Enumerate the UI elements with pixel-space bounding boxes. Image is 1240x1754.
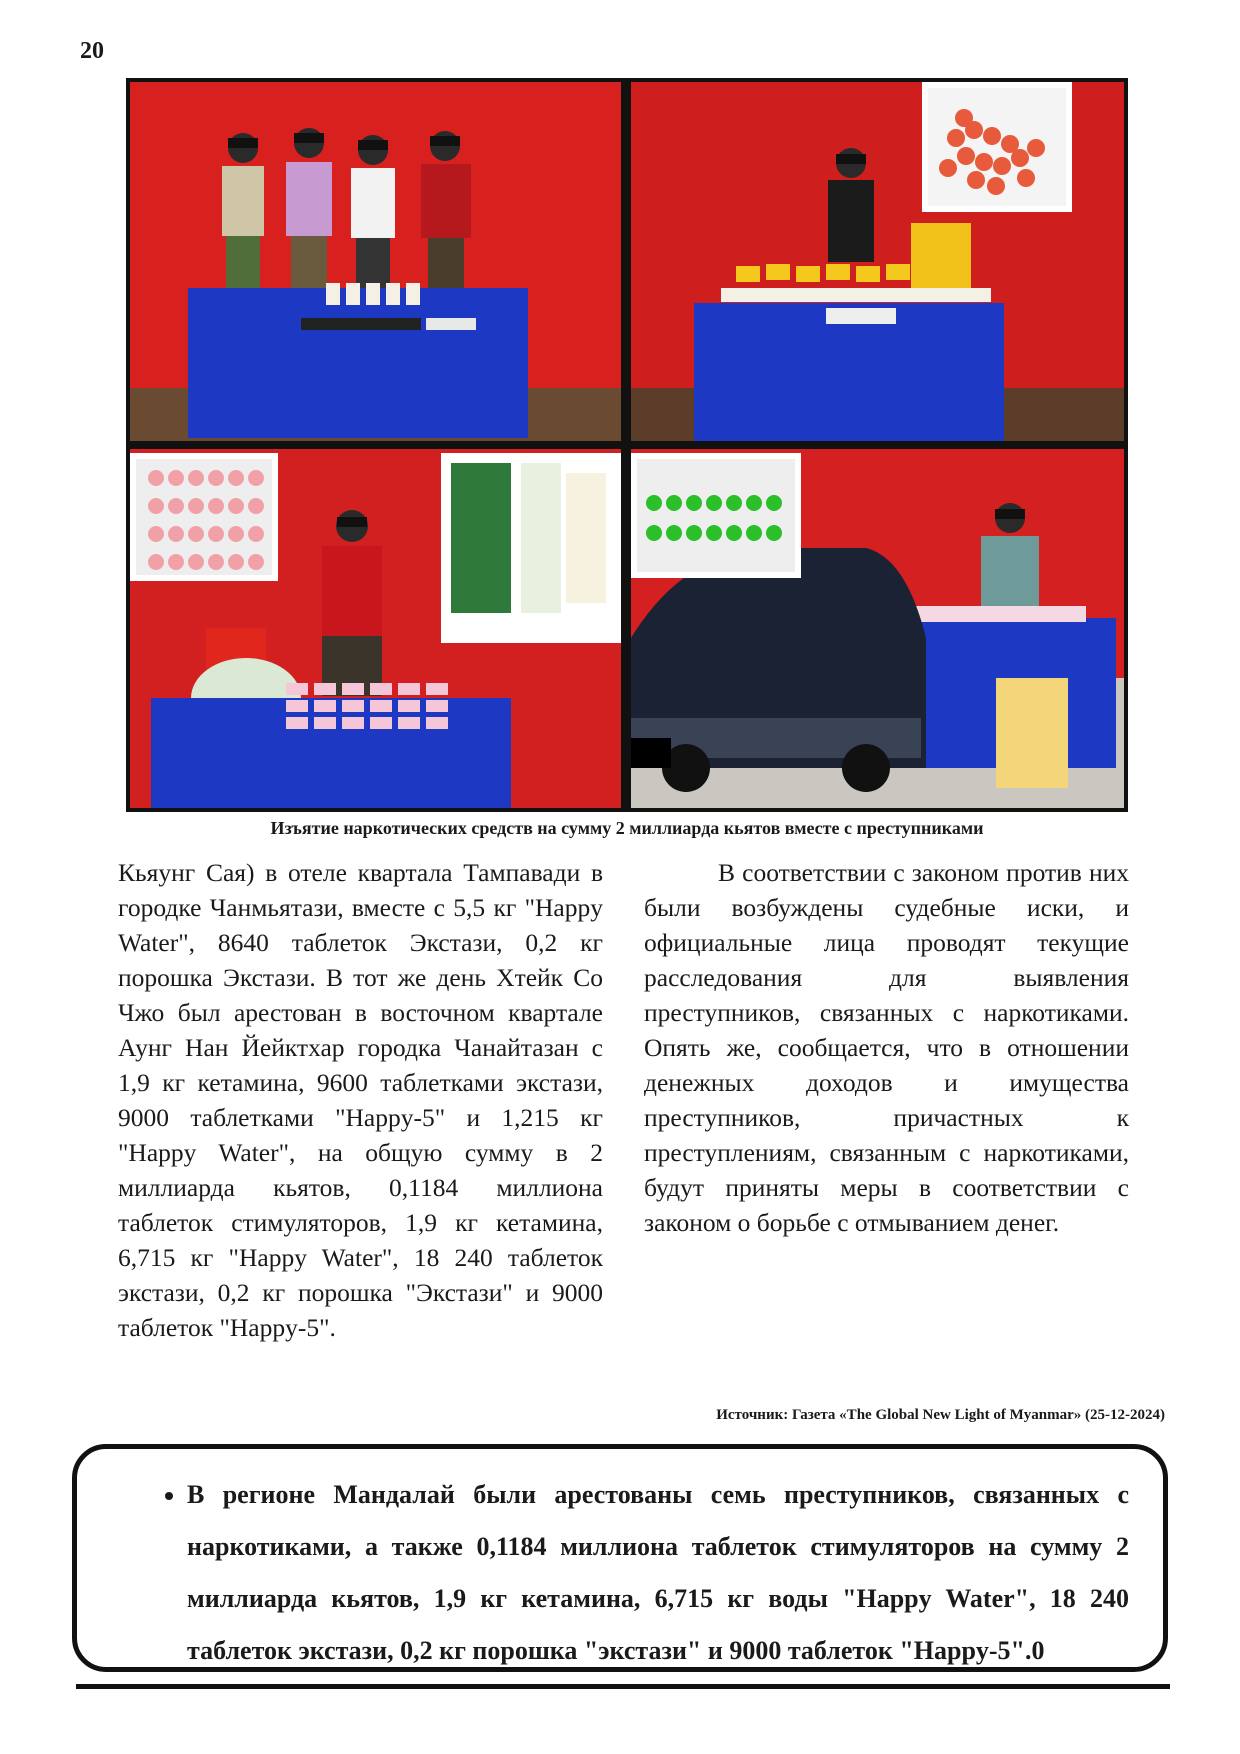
photo-man-red-jacket <box>130 449 621 808</box>
summary-list <box>131 1469 1129 1677</box>
photo-collage <box>126 78 1128 812</box>
figure-caption: Изъятие наркотических средств на сумму 2 миллиарда кьятов вместе с преступниками <box>270 818 984 838</box>
article-right-column: В соответствии с законом против них были возбуждены судебные иски, и официальные лица проводят текущие расследования для выявления преступников, связанных с наркотиками. Опять же, сообщается, что в отношении денежных доходов и имущества преступников, причастных к преступлениям, связанным с наркотиками, будут приняты меры в соответствии с законом о борьбе с отмыванием денег. <box>644 858 1129 1237</box>
photo-woman-suspect <box>631 82 1124 441</box>
bottom-divider <box>76 1684 1170 1689</box>
photo-four-suspects <box>130 82 621 441</box>
source-citation: Источник: Газета «The Global New Light of Myanmar» (25-12-2024) <box>716 1407 1165 1423</box>
article-left-column: Кьяунг Сая) в отеле квартала Тампавади в городке Чанмьятази, вместе с 5,5 кг "Happy Water", 8640 таблеток Экстази, 0,2 кг порошка Экстази. В тот же день Хтейк Со Чжо был арестован в восточном квартале Аунг Нан Йейктхар городка Чанайтазан с 1,9 кг кетамина, 9600 таблетками экстази, 9000 таблетками "Happy-5" и 1,215 кг "Happy Water", на общую сумму в 2 миллиарда кьятов, 0,1184 миллиона таблеток стимуляторов, 1,9 кг кетамина, 6,715 кг "Happy Water", 18 240 таблеток экстази, 0,2 кг порошка "Экстази" и 9000 таблеток "Happy-5". <box>118 858 603 1342</box>
page-number: 20 <box>80 38 104 64</box>
summary-bullet: • В регионе Мандалай были арестованы семь преступников, связанных с наркотиками, а также 0,1184 миллиона таблеток стимуляторов на сумму 2 миллиарда кьятов, 1,9 кг кетамина, 6,715 кг воды "Happy Water", 18 240 таблеток экстази, 0,2 кг порошка "экстази" и 9000 таблеток "Happy-5".0 <box>187 1469 1129 1677</box>
summary-box <box>72 1444 1168 1672</box>
photo-man-beside-car <box>631 449 1124 808</box>
